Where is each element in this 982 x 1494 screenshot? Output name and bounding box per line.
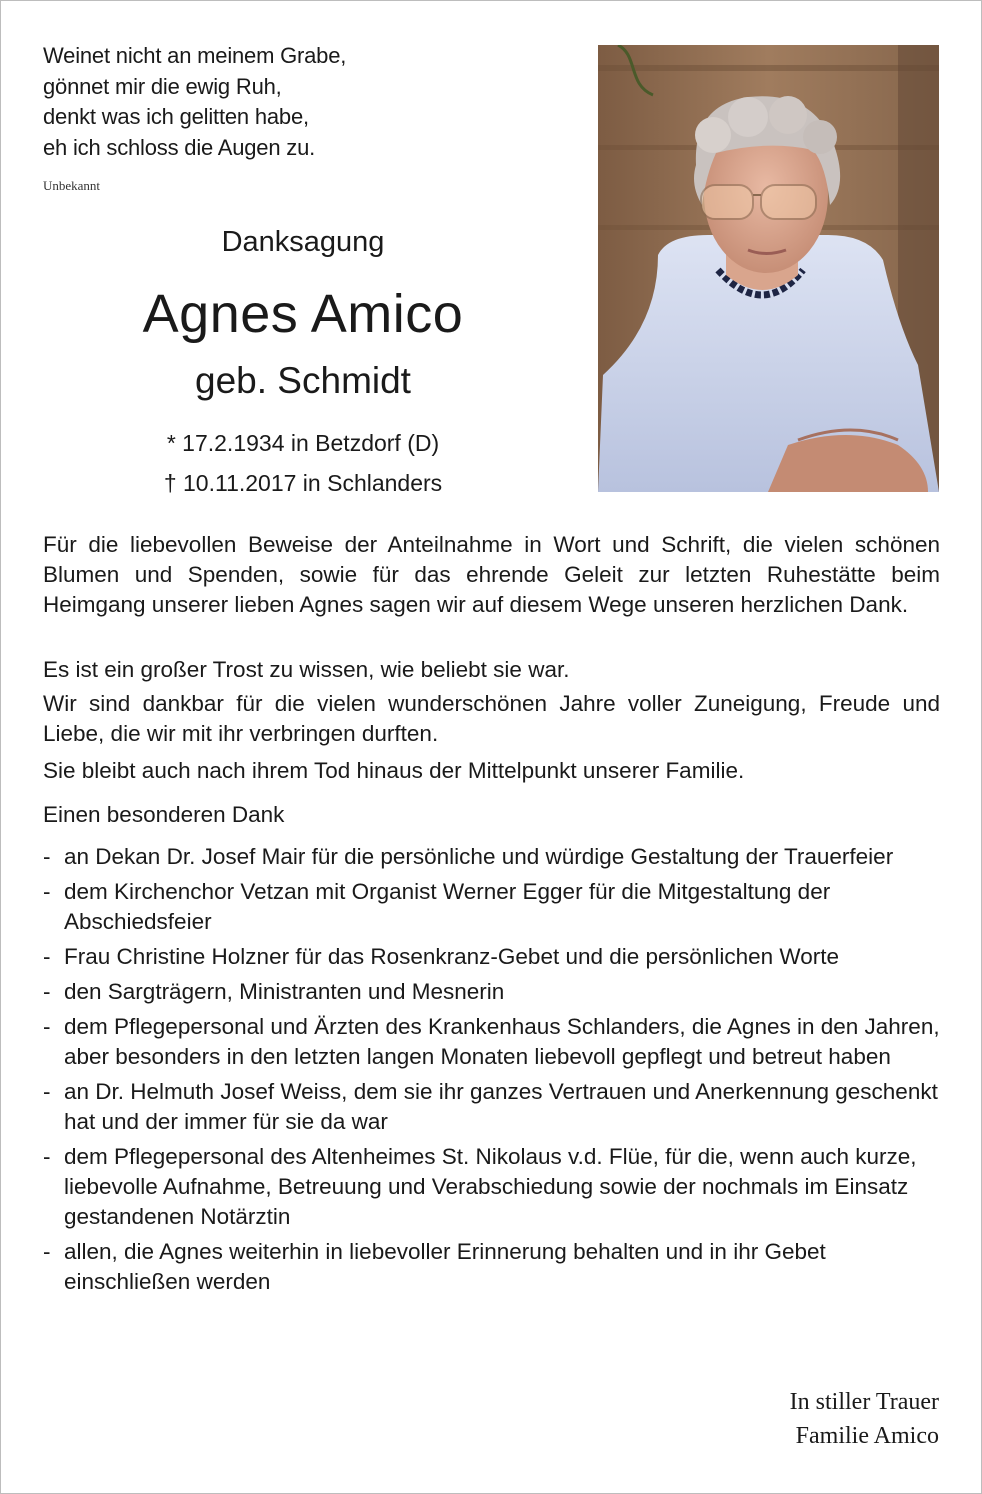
- list-item: [43, 977, 940, 1007]
- poem-attribution: Unbekannt: [43, 178, 101, 193]
- list-item-text: an Dr. Helmuth Josef Weiss, dem sie ihr ganzes Vertrauen und Anerkennung geschenkt hat und der immer für sie da war: [64, 1079, 938, 1134]
- list-bullet: -: [43, 879, 51, 904]
- list-item-text: den Sargträgern, Ministranten und Mesnerin: [64, 979, 505, 1004]
- special-thanks-list: [43, 842, 940, 1302]
- poem-line: denkt was ich gelitten habe,: [43, 104, 309, 129]
- poem-line: gönnet mir die ewig Ruh,: [43, 73, 282, 99]
- list-item-text: dem Pflegepersonal des Altenheimes St. Nikolaus v.d. Flüe, für die, wenn auch kurze, liebevolle Aufnahme, Betreuung und Verabschiedung sowie der nochmals im Einsatz gestandenen Notärztin: [64, 1144, 917, 1229]
- list-bullet: -: [43, 944, 51, 969]
- list-bullet: -: [43, 1079, 51, 1104]
- paragraph-thankful: Wir sind dankbar für die vielen wunderschönen Jahre voller Zuneigung, Freude und Liebe, die wir mit ihr verbringen durften.: [43, 691, 940, 746]
- list-item: [43, 1012, 940, 1072]
- list-item: [43, 877, 940, 937]
- notice-title: Danksagung: [221, 226, 385, 258]
- list-item: [43, 1237, 940, 1297]
- special-thanks-heading: Einen besonderen Dank: [43, 802, 285, 827]
- poem-line: Weinet nicht an meinem Grabe,: [43, 43, 347, 68]
- list-bullet: -: [43, 1144, 51, 1169]
- list-item-text: an Dekan Dr. Josef Mair für die persönliche und würdige Gestaltung der Trauerfeier: [64, 844, 894, 869]
- list-item-text: dem Pflegepersonal und Ärzten des Krankenhaus Schlanders, die Agnes in den Jahren, aber besonders in den letzten langen Monaten liebevoll gepflegt und betreut haben: [64, 1014, 940, 1069]
- deceased-name: Agnes Amico: [142, 284, 464, 344]
- list-bullet: -: [43, 844, 51, 869]
- maiden-name: geb. Schmidt: [195, 360, 411, 401]
- list-item: [43, 1077, 940, 1137]
- paragraph-gratitude: Für die liebevollen Beweise der Anteilnahme in Wort und Schrift, die vielen schönen Blumen und Spenden, sowie für das ehrende Geleit zur letzten Ruhestätte beim Heimgang unserer lieben Agnes sagen wir auf diesem Wege unseren herzlichen Dank.: [43, 532, 940, 617]
- list-bullet: -: [43, 979, 51, 1004]
- list-item-text: allen, die Agnes weiterhin in liebevoller Erinnerung behalten und in ihr Gebet einschließen werden: [64, 1239, 826, 1294]
- closing-signature: Familie Amico: [795, 1423, 939, 1449]
- poem-line: eh ich schloss die Augen zu.: [43, 134, 316, 160]
- list-item-text: dem Kirchenchor Vetzan mit Organist Werner Egger für die Mitgestaltung der Abschiedsfeier: [64, 879, 831, 934]
- paragraph-comfort: Es ist ein großer Trost zu wissen, wie beliebt sie war.: [43, 657, 570, 682]
- death-date: † 10.11.2017 in Schlanders: [163, 470, 443, 496]
- poem: [43, 41, 346, 163]
- closing-line: In stiller Trauer: [789, 1389, 939, 1415]
- list-item: [43, 1142, 940, 1232]
- list-item: [43, 842, 940, 872]
- list-bullet: -: [43, 1014, 51, 1039]
- list-item-text: Frau Christine Holzner für das Rosenkranz-Gebet und die persönlichen Worte: [64, 944, 839, 969]
- portrait-photo: [598, 45, 939, 492]
- list-bullet: -: [43, 1239, 51, 1264]
- paragraph-family: Sie bleibt auch nach ihrem Tod hinaus der Mittelpunkt unserer Familie.: [43, 758, 745, 783]
- list-item: [43, 942, 940, 972]
- birth-date: * 17.2.1934 in Betzdorf (D): [166, 430, 440, 456]
